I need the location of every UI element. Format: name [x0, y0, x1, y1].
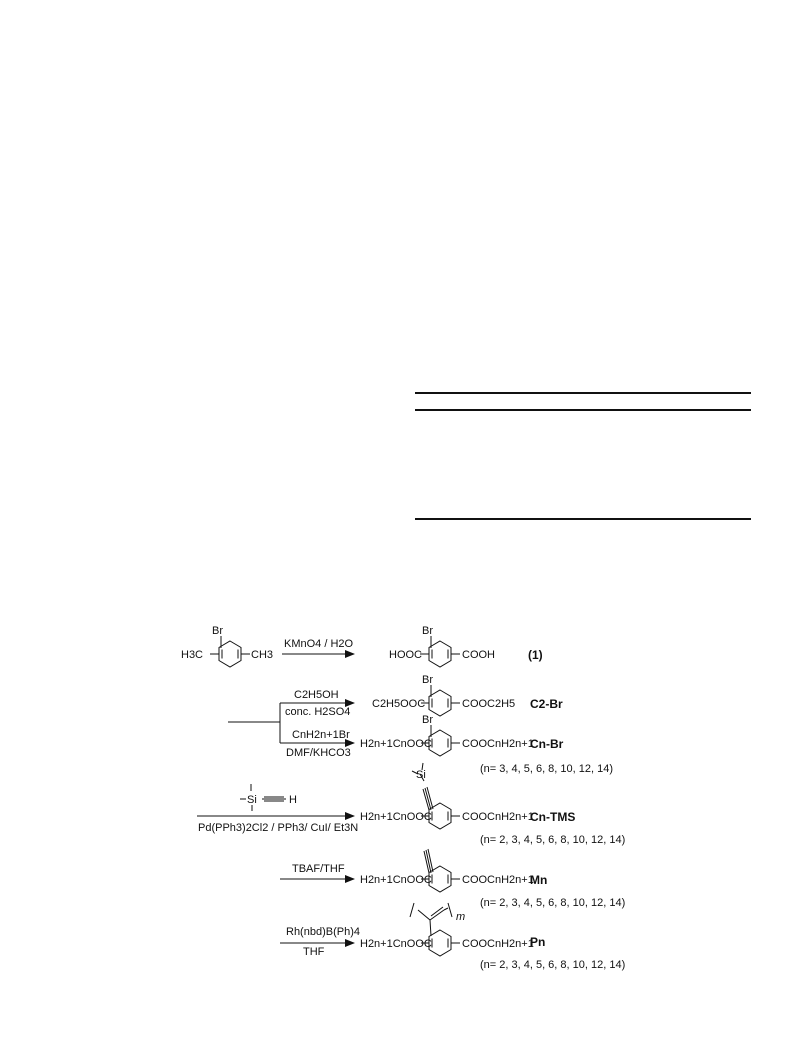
- product1-br: Br: [422, 625, 433, 637]
- c2br-right: COOC2H5: [462, 698, 516, 710]
- c2br-label: C2-Br: [530, 697, 563, 711]
- polymer-backbone: [410, 903, 452, 920]
- c2br-left: C2H5OOC: [372, 698, 426, 710]
- cntms-si: Si: [416, 769, 426, 781]
- pn-right: COOCnH2n+1: [462, 938, 534, 950]
- reagent-row2-top: C2H5OH: [294, 689, 339, 701]
- product1-label: (1): [528, 648, 543, 662]
- cnbr-left: H2n+1CnOOC: [360, 738, 432, 750]
- mn-left: H2n+1CnOOC: [360, 874, 432, 886]
- mn-n-values: (n= 2, 3, 4, 5, 6, 8, 10, 12, 14): [480, 897, 626, 909]
- pn-m: m: [456, 911, 466, 923]
- cnbr-label: Cn-Br: [530, 737, 564, 751]
- pn-left: H2n+1CnOOC: [360, 938, 432, 950]
- start-right: CH3: [251, 649, 274, 661]
- start-ring: [210, 636, 250, 667]
- pn-label: Pn: [530, 935, 546, 949]
- cnbr-n-values: (n= 3, 4, 5, 6, 8, 10, 12, 14): [480, 763, 614, 775]
- reagent-row6-bottom: THF: [303, 946, 325, 958]
- cnbr-br: Br: [422, 714, 433, 726]
- c2br-br: Br: [422, 674, 433, 686]
- reagent-row4-bottom: Pd(PPh3)2Cl2 / PPh3/ CuI/ Et3N: [198, 822, 359, 834]
- product1-right: COOH: [462, 649, 495, 661]
- branch-lines: [228, 703, 280, 743]
- reagent-row5: TBAF/THF: [292, 863, 345, 875]
- cnbr-right: COOCnH2n+1: [462, 738, 534, 750]
- mn-label: Mn: [530, 873, 548, 887]
- reagent-row3-bottom: DMF/KHCO3: [286, 747, 351, 759]
- reagent-row3-top: CnH2n+1Br: [292, 729, 350, 741]
- start-left: H3C: [181, 649, 204, 661]
- c2br-ring: [421, 685, 460, 716]
- cntms-right: COOCnH2n+1: [462, 811, 534, 823]
- pn-n-values: (n= 2, 3, 4, 5, 6, 8, 10, 12, 14): [480, 959, 626, 971]
- reagent-row2-bottom: conc. H2SO4: [285, 706, 351, 718]
- product1-ring: [420, 636, 460, 667]
- reagent-row4-h: H: [289, 794, 297, 806]
- reagent-row6-top: Rh(nbd)B(Ph)4: [286, 926, 360, 938]
- start-br: Br: [212, 625, 223, 637]
- cntms-n-values: (n= 2, 3, 4, 5, 6, 8, 10, 12, 14): [480, 834, 626, 846]
- cntms-left: H2n+1CnOOC: [360, 811, 432, 823]
- product1-left: HOOC: [389, 649, 422, 661]
- reagent-row4-si: Si: [247, 794, 257, 806]
- reagent-row1: KMnO4 / H2O: [284, 638, 354, 650]
- mn-right: COOCnH2n+1: [462, 874, 534, 886]
- cntms-label: Cn-TMS: [530, 810, 576, 824]
